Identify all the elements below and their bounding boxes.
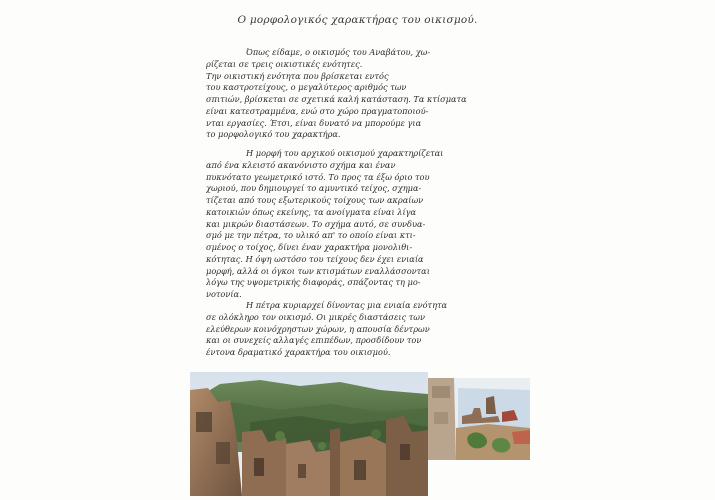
text-line: χωριού, που δημιουργεί το αμυντικό τείχος, σχημα-	[206, 183, 422, 194]
paragraph-2	[206, 148, 506, 301]
landscape-photo-icon	[428, 378, 530, 460]
text-line: Η μορφή του αρχικού οικισμού χαρακτηρίζεται	[246, 148, 444, 158]
text-line: νται εργασίες. Έτσι, είναι δυνατό να μπορούμε για	[206, 117, 422, 128]
text-line: είναι κατεστραμμένα, ενώ στο χώρο πραγματοποιού-	[206, 105, 429, 116]
text-line: το μορφολογικό του χαρακτήρα.	[206, 129, 341, 140]
text-line: κότητας. Η όψη ωστόσο του τείχους δεν έχει ενιαία	[206, 253, 424, 264]
text-line: σε ολόκληρο τον οικισμό. Οι μικρές διαστάσεις των	[206, 311, 425, 322]
paragraph-3	[206, 300, 506, 359]
paragraph-1	[206, 47, 506, 141]
text-line: ελεύθερων κοινόχρηστων χώρων, η απουσία δέντρων	[206, 323, 430, 334]
text-line: νοτονία.	[206, 289, 242, 299]
text-line: λόγω της υψομετρικής διαφοράς, σπάζοντας τη μο-	[206, 277, 421, 288]
text-line: τίζεται από τους εξωτερικούς τοίχους των ακραίων	[206, 195, 424, 205]
text-line: πυκνότατο γεωμετρικό ιστό. Το προς τα έξω όριο του	[206, 171, 430, 182]
tower-ruins-photo	[428, 378, 530, 460]
text-line: ρίζεται σε τρεις οικιστικές ενότητες.	[206, 58, 363, 69]
text-line: και οι συνεχείς αλλαγές επιπέδων, προσδίδουν τον	[206, 335, 422, 346]
text-line: από ένα κλειστό ακανόνιστο σχήμα και έναν	[206, 159, 396, 170]
ruins-mountain-photo	[190, 372, 428, 496]
text-line: του καστροτείχους, ο μεγαλύτερος αριθμός των	[206, 82, 407, 93]
text-line: σμένος ο τοίχος, δίνει έναν χαρακτήρα μονολιθι-	[206, 242, 413, 252]
text-line: και μικρών διαστάσεων. Το σχήμα αυτό, σε συνδυα-	[206, 218, 426, 229]
text-line: Την οικιστική ενότητα που βρίσκεται εντός	[206, 70, 389, 81]
page-title: Ο μορφολογικός χαρακτήρας του οικισμού.	[237, 14, 478, 26]
text-line: σπιτιών, βρίσκεται σε σχετικά καλή κατάσταση. Τα κτίσματα	[206, 94, 467, 104]
text-line: Η πέτρα κυριαρχεί δίνοντας μια ενιαία ενότητα	[246, 300, 448, 310]
landscape-photo-icon	[190, 372, 428, 496]
text-line: μορφή, αλλά οι όγκοι των κτισμάτων εναλλάσσονται	[206, 265, 430, 276]
text-line: κατοικιών όπως εκείνης, τα ανοίγματα είναι λίγα	[206, 206, 417, 217]
text-line: έντονα δραματικό χαρακτήρα του οικισμού.	[206, 347, 391, 357]
text-line: σμό με την πέτρα, το υλικό απ' το οποίο είναι κτι-	[206, 230, 416, 241]
text-line: Όπως είδαμε, ο οικισμός του Αναβάτου, χω-	[246, 47, 431, 57]
